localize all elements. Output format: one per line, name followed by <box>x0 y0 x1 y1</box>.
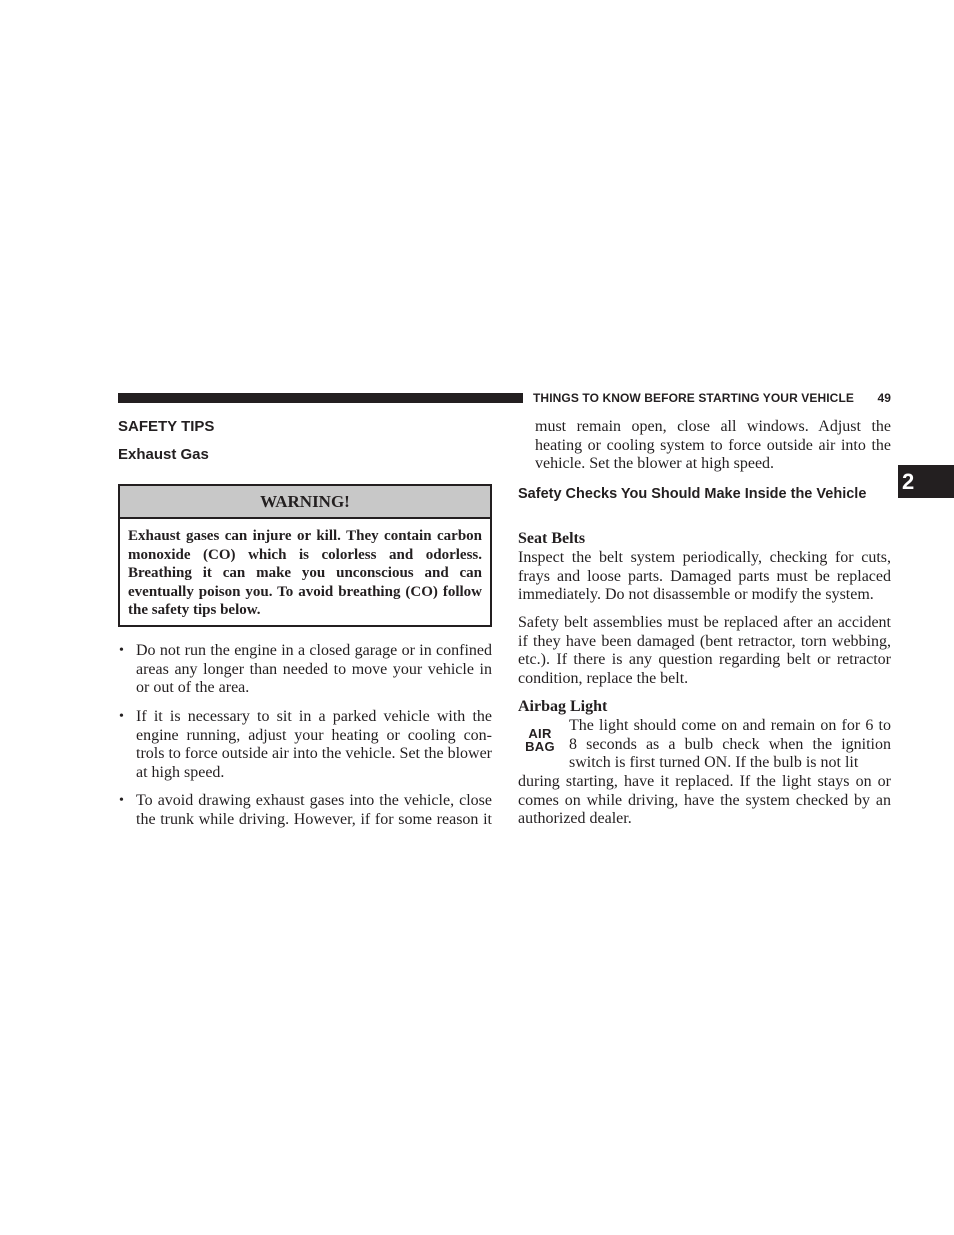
subsection-title-airbag-light: Airbag Light <box>518 698 608 715</box>
bullet-item: To avoid drawing exhaust gases into the vehicle, close the trunk while driving. However, if for some reason it <box>136 792 492 828</box>
subsection-title-exhaust-gas: Exhaust Gas <box>118 446 209 463</box>
bullet-item: If it is necessary to sit in a parked vehicle with the engine running, adjust your heating or cooling con-trols to force outside air into the vehicle. Set the blower at high speed. <box>136 708 492 782</box>
warning-box <box>118 484 492 627</box>
bullet-marker: • <box>119 709 124 724</box>
section-title-safety-tips: SAFETY TIPS <box>118 418 215 435</box>
page-number: 49 <box>877 391 891 405</box>
bullet-marker: • <box>119 793 124 808</box>
section-title-safety-checks: Safety Checks You Should Make Inside the Vehicle <box>518 486 867 502</box>
airbag-paragraph-beside-icon: The light should come on and remain on for 6 to 8 seconds as a bulb check when the ignition switch is first turned ON. If the bulb is not lit <box>569 717 891 772</box>
bullet-item: Do not run the engine in a closed garage or in confined areas any longer than needed to move your vehicle in or out of the area. <box>136 642 492 697</box>
airbag-icon-label: AIR <box>528 726 552 741</box>
warning-title: WARNING! <box>120 486 490 519</box>
continued-paragraph: must remain open, close all windows. Adjust the heating or cooling system to force outside air into the vehicle. Set the blower at high speed. <box>535 418 891 473</box>
bullet-marker: • <box>119 643 124 658</box>
airbag-paragraph: during starting, have it replaced. If the light stays on or comes on while driving, have the system checked by an authorized dealer. <box>518 773 891 828</box>
seat-belts-paragraph-1: Inspect the belt system periodically, checking for cuts, frays and loose parts. Damaged parts must be replaced immediately. Do not disassemble or modify the system. <box>518 549 891 604</box>
airbag-icon-label: BAG <box>525 739 555 754</box>
header-title: THINGS TO KNOW BEFORE STARTING YOUR VEHICLE <box>533 391 854 405</box>
header-rule <box>118 393 523 403</box>
seat-belts-paragraph-2: Safety belt assemblies must be replaced after an accident if they have been damaged (bent retractor, torn webbing, etc.). If there is any question regarding belt or retractor condition, replace the belt. <box>518 614 891 688</box>
subsection-title-seat-belts: Seat Belts <box>518 530 586 547</box>
warning-body: Exhaust gases can injure or kill. They contain carbon monoxide (CO) which is colorless and odorless. Breathing it can make you unconscious and can eventually poison you. To avoid breathing (CO) follow the safety tips below. <box>128 528 482 619</box>
running-header <box>533 390 891 406</box>
airbag-warning-icon <box>523 727 557 755</box>
chapter-tab: 2 <box>898 465 954 498</box>
